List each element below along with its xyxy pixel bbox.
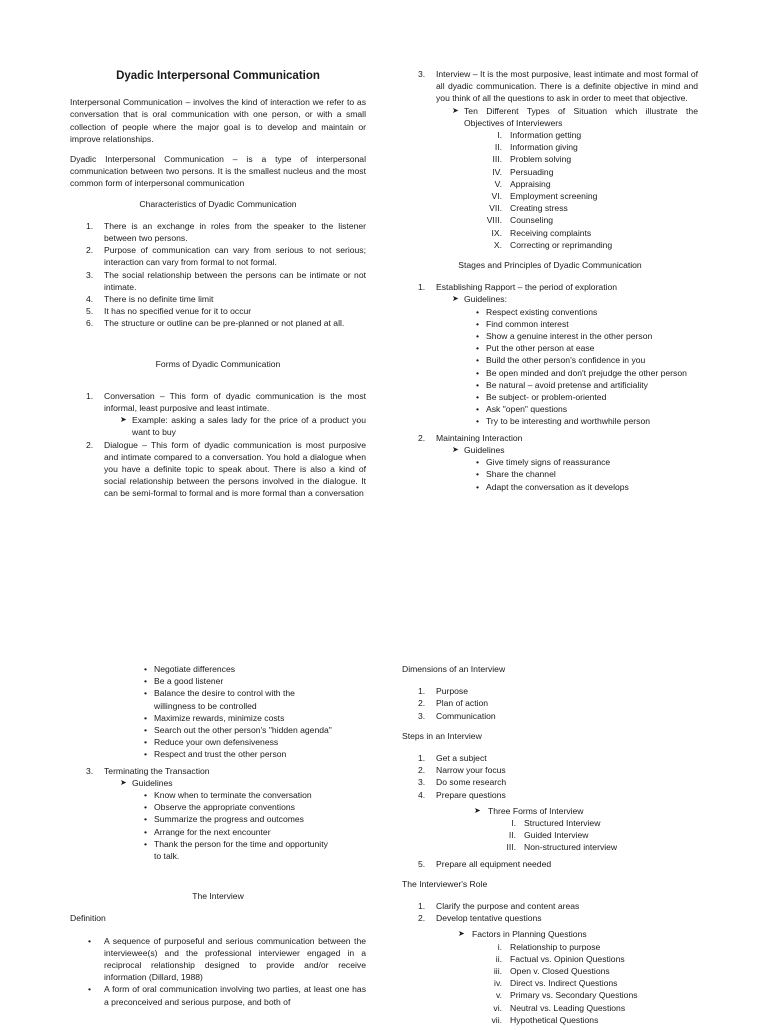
list-item: 1. Clarify the purpose and content areas	[418, 901, 580, 912]
list-item: • Be natural – avoid pretense and artificiality	[476, 379, 648, 390]
list-item: 4. Prepare questions	[418, 789, 506, 800]
list-item: • A sequence of purposeful and serious communication between the interviewee(s) and the professional interviewer engaged in a reciprocal relationship designed to provide and/or receive information (Dillard, 1988)	[88, 935, 366, 983]
list-item: ➤ Factors in Planning Questions	[458, 929, 587, 940]
interview-forms-list	[402, 817, 698, 854]
list-item: • Know when to terminate the conversation	[144, 790, 312, 801]
list-item: ➤ Three Forms of Interview	[474, 805, 584, 816]
dimensions-heading: Dimensions of an Interview	[402, 664, 506, 674]
list-item: V. Appraising	[494, 178, 551, 189]
arrow-bullet-icon: ➤	[120, 777, 127, 787]
list-item: • Adapt the conversation as it develops	[476, 481, 629, 492]
list-item: 3. Interview – It is the most purposive, least intimate and most formal of all dyadic communication. There is a definite objective in mind and you think of all the questions to ask in order to meet that objective.	[418, 69, 698, 104]
termination-guidelines-list	[70, 789, 366, 862]
page-2-left-column	[70, 663, 366, 1012]
arrow-bullet-icon: ➤	[452, 444, 459, 454]
list-item: 4. There is no definite time limit	[86, 294, 214, 305]
list-item: III. Problem solving	[492, 154, 572, 165]
list-item: • Be open minded and don't prejudge the other person	[476, 367, 687, 378]
list-item: I. Information getting	[497, 130, 582, 141]
list-item: • Show a genuine interest in the other person	[476, 331, 653, 342]
list-item: X. Correcting or reprimanding	[493, 239, 613, 250]
list-item: II. Information giving	[494, 142, 578, 153]
steps-heading: Steps in an Interview	[402, 730, 482, 741]
list-item: 1. Get a subject	[418, 753, 487, 764]
list-item: iii. Open v. Closed Questions	[493, 966, 610, 977]
forms-list	[70, 390, 366, 500]
page-2	[0, 655, 768, 1024]
list-item: • Arrange for the next encounter	[144, 826, 271, 837]
list-item: vi. Neutral vs. Leading Questions	[493, 1002, 626, 1013]
steps-list	[402, 752, 698, 801]
list-item: III. Non-structured interview	[506, 842, 618, 853]
interview-heading: The Interview	[192, 891, 244, 902]
list-item: 5. It has no specified venue for it to occur	[86, 306, 252, 317]
interaction-guidelines-list	[402, 456, 698, 493]
list-item: 3. Terminating the Transaction	[86, 765, 210, 776]
list-item: IV. Persuading	[492, 166, 554, 177]
rapport-guidelines-list	[402, 306, 698, 428]
list-item: • Be subject- or problem-oriented	[476, 392, 607, 403]
list-item: • Share the channel	[476, 469, 556, 480]
list-item: • Respect and trust the other person	[144, 749, 287, 760]
list-item: • Respect existing conventions	[476, 306, 598, 317]
list-item: v. Primary vs. Secondary Questions	[495, 990, 638, 1001]
forms-heading: Forms of Dyadic Communication	[155, 358, 281, 369]
list-item: ➤ Guidelines	[120, 777, 173, 788]
list-item: iv. Direct vs. Indirect Questions	[494, 978, 618, 989]
list-item: 2. Dialogue – This form of dyadic communication is most purposive and intimate compared to a conversation. You hold a dialogue when you have a definite topic to speak about. There is also a kind of social relationship between the persons involved in the dialogue. It can be semi-formal to formal and is more formal than a conversation	[86, 439, 366, 499]
question-factors-list	[402, 941, 698, 1026]
list-item: • Thank the person for the time and opportunity to talk.	[144, 838, 328, 862]
list-item: 2. Plan of action	[418, 698, 489, 709]
list-item: ➤ Example: asking a sales lady for the price of a product you want to buy	[120, 415, 366, 438]
page-2-right-column	[402, 663, 698, 1030]
list-item: IX. Receiving complaints	[491, 227, 592, 238]
list-item: VIII. Counseling	[486, 215, 553, 226]
list-item: 5. Prepare all equipment needed	[418, 858, 552, 869]
arrow-bullet-icon: ➤	[452, 105, 459, 115]
interpersonal-definition: Interpersonal Communication – involves the kind of interaction we refer to as conversation that is oral communication with one person, or with a small collection of people where the major goal is to develop and maintain or improve relationships.	[70, 97, 366, 144]
list-item: 6. The structure or outline can be pre-planned or not planed at all.	[86, 318, 345, 329]
list-item: ➤ Ten Different Types of Situation which illustrate the Objectives of Interviewers	[452, 105, 698, 128]
definition-label: Definition	[70, 913, 106, 924]
list-item: • Summarize the progress and outcomes	[144, 814, 304, 825]
arrow-bullet-icon: ➤	[458, 929, 465, 939]
interview-definitions-list	[70, 935, 366, 1008]
stages-heading: Stages and Principles of Dyadic Communication	[458, 260, 642, 271]
list-item: • Try to be interesting and worthwhile person	[476, 416, 651, 427]
list-item: • Observe the appropriate conventions	[144, 802, 295, 813]
interview-types-list	[402, 129, 698, 251]
dimensions-list	[402, 685, 698, 722]
list-item: ➤ Guidelines	[452, 444, 505, 455]
list-item: • Negotiate differences	[144, 664, 236, 674]
interaction-guidelines-continued	[70, 663, 366, 761]
list-item: 2. Develop tentative questions	[418, 913, 542, 924]
role-heading: The Interviewer's Role	[402, 878, 488, 889]
list-item: VII. Creating stress	[489, 203, 568, 214]
list-item: • Search out the other person's "hidden agenda"	[144, 725, 332, 736]
document-title: Dyadic Interpersonal Communication	[116, 70, 320, 82]
list-item: 2. Narrow your focus	[418, 765, 506, 776]
characteristics-list	[70, 220, 366, 330]
list-item: • Reduce your own defensiveness	[144, 737, 279, 748]
arrow-bullet-icon: ➤	[474, 805, 481, 815]
list-item: • Ask "open" questions	[476, 404, 568, 415]
list-item: 1. Establishing Rapport – the period of exploration	[418, 282, 618, 293]
list-item: 3. Do some research	[418, 777, 507, 788]
list-item: 2. Maintaining Interaction	[418, 432, 523, 443]
arrow-bullet-icon: ➤	[120, 415, 127, 425]
list-item: 2. Purpose of communication can vary from serious to not serious; interaction can vary from formal to not formal.	[86, 245, 366, 268]
list-item: 1. There is an exchange in roles from the speaker to the listener between two persons.	[86, 220, 366, 244]
list-item: 3. The social relationship between the persons can be intimate or not intimate.	[86, 269, 366, 292]
dyadic-definition: Dyadic Interpersonal Communication – is a type of interpersonal communication between two persons. It is the smallest nucleus and the most common form of interpersonal communication	[70, 154, 366, 189]
list-item: • Give timely signs of reassurance	[476, 457, 611, 468]
page-1-left-column	[70, 70, 366, 504]
list-item: • Be a good listener	[144, 676, 224, 687]
list-item: 3. Communication	[418, 710, 496, 721]
characteristics-heading: Characteristics of Dyadic Communication	[139, 198, 297, 209]
arrow-bullet-icon: ➤	[452, 294, 459, 304]
list-item: ii. Factual vs. Opinion Questions	[495, 953, 625, 964]
list-item: • Maximize rewards, minimize costs	[144, 712, 285, 723]
roles-list	[402, 900, 698, 924]
list-item: i. Relationship to purpose	[497, 941, 601, 952]
page-1-right-column	[402, 68, 698, 497]
list-item: 1. Conversation – This form of dyadic communication is the most informal, least purposive and least intimate.	[86, 390, 366, 414]
list-item: vii. Hypothetical Questions	[491, 1014, 599, 1025]
list-item: • Build the other person's confidence in you	[476, 355, 646, 366]
list-item: 1. Purpose	[418, 686, 469, 697]
list-item: I. Structured Interview	[511, 818, 601, 829]
list-item: ➤ Guidelines:	[452, 294, 507, 305]
list-item: • Balance the desire to control with the willingness to be controlled	[144, 688, 295, 711]
list-item: • Put the other person at ease	[476, 343, 595, 354]
list-item: • Find common interest	[476, 318, 569, 329]
list-item: • A form of oral communication involving two parties, at least one has a preconceived and serious purpose, and both of	[88, 984, 366, 1007]
list-item: VI. Employment screening	[491, 191, 598, 202]
list-item: II. Guided Interview	[508, 830, 589, 841]
